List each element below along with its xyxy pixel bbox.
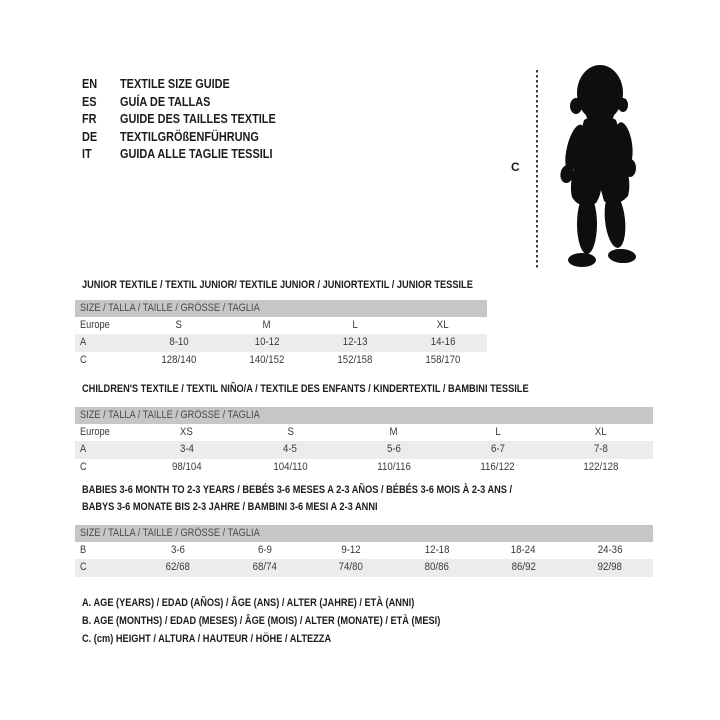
table-row-c: [75, 352, 487, 369]
size-cell: 8-10: [169, 336, 189, 349]
size-cell: L: [352, 319, 358, 331]
section-title-children: CHILDREN'S TEXTILE / TEXTIL NIÑO/A / TEXTILE DES ENFANTS / KINDERTEXTIL / BAMBINI TESSILE: [82, 383, 529, 395]
lang-label: TEXTILGRÖßENFÜHRUNG: [120, 128, 259, 144]
size-cell: 6-7: [490, 443, 505, 456]
size-cell: 12-13: [342, 336, 368, 349]
size-cell: 116/122: [480, 460, 515, 473]
lang-label: GUÍA DE TALLAS: [120, 93, 211, 109]
size-cell: 6-9: [257, 544, 272, 556]
size-cell: L: [494, 426, 501, 438]
lang-label: GUIDA ALLE TAGLIE TESSILI: [120, 146, 273, 161]
lang-row-es: [82, 93, 305, 111]
size-cell: 9-12: [341, 544, 361, 556]
size-cell: 98/104: [171, 460, 202, 473]
row-label: Europe: [80, 426, 110, 438]
height-measure-dashed-line: [536, 70, 538, 268]
size-cell: 62/68: [166, 561, 191, 574]
table-row-c: [75, 559, 653, 576]
section-title-line1: BABIES 3-6 MONTH TO 2-3 YEARS / BEBÉS 3-6 MESES A 2-3 AÑOS / BÉBÉS 3-6 MOIS À 2-3 ANS /: [82, 484, 513, 496]
size-cell: 140/152: [249, 353, 285, 366]
row-label: A: [80, 443, 87, 456]
junior-size-table: [75, 300, 487, 369]
lang-row-fr: [82, 110, 305, 128]
size-cell: 104/110: [273, 460, 308, 473]
size-cell: 7-8: [594, 443, 609, 456]
lang-code: ES: [82, 93, 97, 109]
lang-code: EN: [82, 76, 98, 91]
lang-row-en: [82, 75, 305, 93]
row-label: Europe: [80, 319, 110, 331]
size-cell: 128/140: [161, 353, 197, 366]
size-cell: 110/116: [377, 460, 411, 473]
size-cell: 86/92: [511, 561, 536, 574]
lang-code: IT: [82, 146, 92, 161]
size-cell: 5-6: [386, 443, 401, 456]
lang-label: TEXTILE SIZE GUIDE: [120, 76, 230, 91]
babies-size-table: [75, 525, 653, 577]
legend-line-c: C. (cm) HEIGHT / ALTURA / HAUTEUR / HÖHE / ALTEZZA: [82, 633, 332, 645]
lang-code: FR: [82, 111, 97, 126]
table-header-bar: SIZE / TALLA / TAILLE / GRÖSSE / TAGLIA: [75, 525, 653, 542]
size-cell: 80/86: [425, 561, 450, 574]
size-cell: 122/128: [583, 460, 619, 473]
size-cell: 10-12: [254, 336, 280, 349]
lang-row-it: [82, 145, 305, 163]
table-row-europe: [75, 317, 487, 334]
height-measure-label: C: [511, 160, 520, 174]
legend-line-b: B. AGE (MONTHS) / EDAD (MESES) / ÂGE (MOIS) / ALTER (MONATE) / ETÀ (MESI): [82, 615, 441, 627]
size-cell: 4-5: [283, 443, 298, 456]
size-cell: 3-4: [179, 443, 194, 456]
size-cell: 68/74: [252, 561, 277, 574]
size-cell: M: [389, 426, 399, 438]
size-cell: 14-16: [430, 336, 456, 349]
lang-row-de: [82, 128, 305, 146]
size-cell: 12-18: [424, 544, 450, 556]
section-title-babies: [82, 482, 594, 516]
row-label: A: [80, 336, 87, 349]
row-label: C: [80, 353, 87, 366]
section-title-junior: JUNIOR TEXTILE / TEXTIL JUNIOR/ TEXTILE JUNIOR / JUNIORTEXTIL / JUNIOR TESSILE: [82, 279, 473, 291]
legend-line-a: A. AGE (YEARS) / EDAD (AÑOS) / ÂGE (ANS) / ALTER (JAHRE) / ETÀ (ANNI): [82, 597, 415, 609]
size-cell: M: [262, 319, 272, 331]
size-cell: 3-6: [171, 544, 186, 556]
table-row-a: [75, 441, 653, 458]
toddler-silhouette-icon: [550, 62, 652, 274]
lang-label: GUIDE DES TAILLES TEXTILE: [120, 111, 276, 126]
size-cell: XL: [595, 426, 608, 438]
section-title-line2: BABYS 3-6 MONATE BIS 2-3 JAHRE / BAMBINI 3-6 MESI A 2-3 ANNI: [82, 501, 378, 513]
size-cell: 152/158: [337, 353, 373, 366]
row-label: C: [80, 460, 87, 473]
measurement-legend: [82, 594, 509, 648]
table-row-a: [75, 334, 487, 351]
size-cell: 24-36: [597, 544, 623, 556]
size-cell: XL: [437, 319, 449, 331]
size-cell: S: [175, 319, 183, 331]
row-label: C: [80, 561, 87, 574]
size-cell: 92/98: [597, 561, 622, 574]
size-cell: 158/170: [425, 353, 461, 366]
table-header-bar: SIZE / TALLA / TAILLE / GRÖSSE / TAGLIA: [75, 300, 487, 317]
size-cell: S: [287, 426, 294, 438]
table-row-b: [75, 542, 653, 559]
table-row-europe: [75, 424, 653, 441]
table-header-bar: SIZE / TALLA / TAILLE / GRÖSSE / TAGLIA: [75, 407, 653, 424]
lang-code: DE: [82, 128, 98, 144]
children-size-table: [75, 407, 653, 476]
table-row-c: [75, 459, 653, 476]
size-cell: 74/80: [338, 561, 363, 574]
size-cell: XS: [180, 426, 194, 438]
language-list: [82, 75, 305, 163]
size-cell: 18-24: [511, 544, 536, 556]
row-label: B: [80, 544, 87, 556]
